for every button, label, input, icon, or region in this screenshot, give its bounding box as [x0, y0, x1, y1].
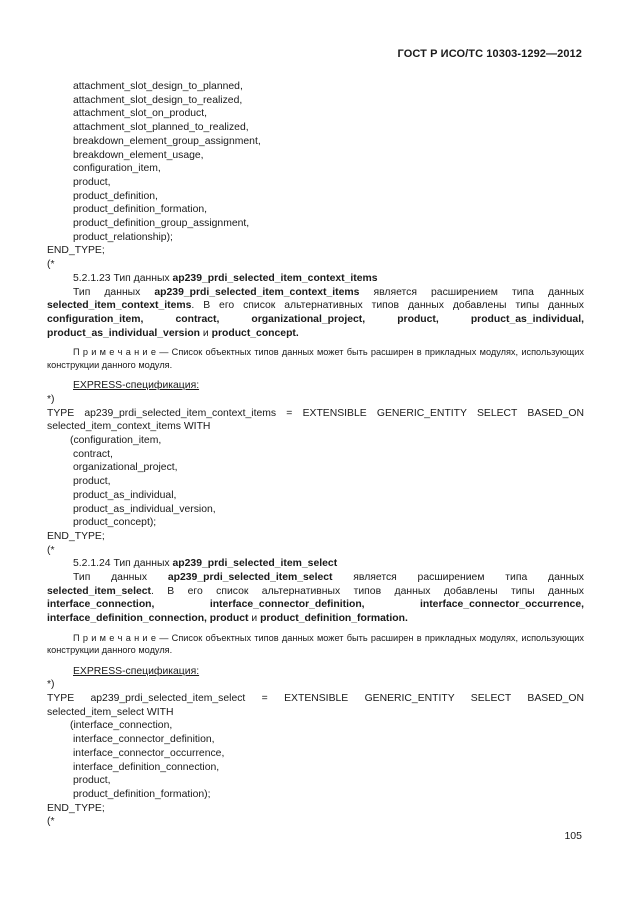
page-content [47, 80, 584, 829]
section-heading: 5.2.1.24 Тип данных ap239_prdi_selected_item_select [73, 558, 338, 570]
list-item: product, [73, 176, 111, 188]
type-declaration-cont: selected_item_select WITH [47, 706, 174, 718]
section-paragraph: Тип данных ap239_prdi_selected_item_select является расширением типа данных selected_item_select. В его список альтернативных типов данных добавлены типы данных interface_connection, interface_connector_definition, interface_connector_occurrence, interface_definition_connection, product и product_definition_formation. [47, 572, 584, 625]
page-number: 105 [564, 830, 582, 842]
section-heading: 5.2.1.23 Тип данных ap239_prdi_selected_item_context_items [73, 272, 378, 284]
select-list-continued [47, 80, 584, 272]
type-name: ap239_prdi_selected_item_select [172, 558, 338, 570]
list-item: product, [73, 476, 111, 488]
list-item: breakdown_element_group_assignment, [73, 135, 261, 147]
list-item: product_definition_group_assignment, [73, 218, 250, 230]
list-item: breakdown_element_usage, [73, 149, 204, 161]
list-item: interface_definition_connection, [73, 761, 220, 773]
list-item: product_as_individual, [73, 489, 177, 501]
list-item: interface_connector_occurrence, [73, 747, 225, 759]
express-label: EXPRESS-спецификация: [73, 665, 200, 677]
note-label: П р и м е ч а н и е [73, 632, 156, 643]
express-label: EXPRESS-спецификация: [73, 380, 200, 392]
list-item: product_as_individual_version, [73, 503, 216, 515]
list-item: attachment_slot_on_product, [73, 108, 208, 120]
comment-close: *) [47, 679, 55, 691]
list-item: product_concept); [73, 517, 157, 529]
section-paragraph: Тип данных ap239_prdi_selected_item_context_items является расширением типа данных selected_item_context_items. В его список альтернативных типов данных добавлены типы данных configuration_item, contract, organizational_project, product, product_as_individual, product_as_individual_version и product_concept. [47, 286, 584, 339]
list-item: (interface_connection, [70, 720, 173, 732]
type-declaration: TYPE ap239_prdi_selected_item_context_items = EXTENSIBLE GENERIC_ENTITY SELECT BASED_ON [47, 407, 584, 419]
list-item: interface_connector_definition, [73, 734, 215, 746]
list-item: product_relationship); [73, 231, 173, 243]
comment-open: (* [47, 544, 55, 556]
end-type: END_TYPE; [47, 245, 105, 257]
comment-open: (* [47, 816, 55, 828]
list-item: product, [73, 775, 111, 787]
list-item: attachment_slot_design_to_realized, [73, 94, 243, 106]
section-5-2-1-23 [47, 272, 584, 557]
standard-header: ГОСТ Р ИСО/ТС 10303-1292—2012 [397, 48, 582, 60]
note-label: П р и м е ч а н и е [73, 347, 156, 358]
end-type: END_TYPE; [47, 802, 105, 814]
list-item: (configuration_item, [70, 434, 162, 446]
list-item: product_definition, [73, 190, 158, 202]
type-name: ap239_prdi_selected_item_context_items [172, 272, 378, 284]
list-item: attachment_slot_planned_to_realized, [73, 122, 249, 134]
type-declaration: TYPE ap239_prdi_selected_item_select = EXTENSIBLE GENERIC_ENTITY SELECT BASED_ON [47, 693, 584, 705]
list-item: product_definition_formation, [73, 204, 208, 216]
type-declaration-cont: selected_item_context_items WITH [47, 421, 211, 433]
list-item: attachment_slot_design_to_planned, [73, 81, 243, 92]
note: П р и м е ч а н и е — Список объектных типов данных может быть расширен в прикладных модулях, использующих конструкции данного модуля. [47, 347, 584, 370]
comment-close: *) [47, 393, 55, 405]
list-item: organizational_project, [73, 462, 178, 474]
list-item: configuration_item, [73, 163, 161, 175]
comment-open: (* [47, 259, 55, 271]
list-item: product_definition_formation); [73, 788, 211, 800]
section-5-2-1-24 [47, 557, 584, 829]
note: П р и м е ч а н и е — Список объектных типов данных может быть расширен в прикладных модулях, использующих конструкции данного модуля. [47, 632, 584, 656]
end-type: END_TYPE; [47, 530, 105, 542]
list-item: contract, [73, 448, 113, 460]
